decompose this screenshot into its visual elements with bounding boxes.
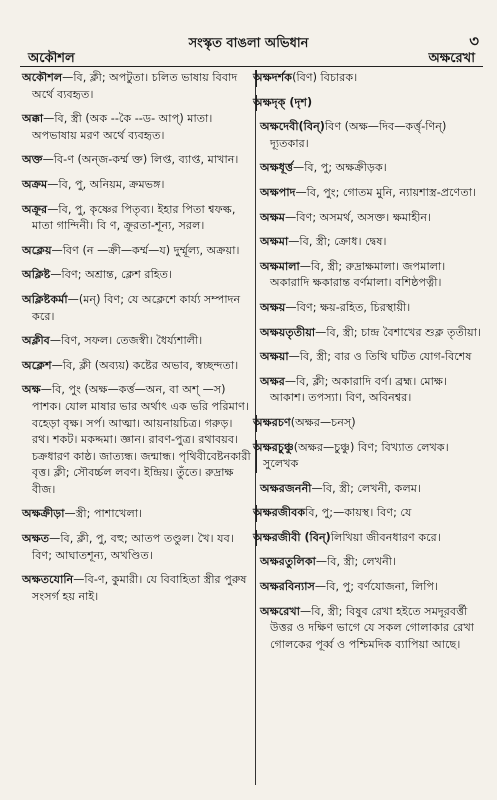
headword: অক্ষতযোনি — [22, 573, 74, 587]
dictionary-entry — [253, 440, 485, 473]
headword: অক্ষমালা — [260, 259, 300, 273]
dictionary-entry — [260, 374, 485, 407]
definition-text: —বি, স্ত্রী; ক্রোধ। দ্বেষ। — [288, 235, 387, 249]
definition-text: (অক্ষর—চুঞ্চু) বিণ; বিখ্যাত লেখক। সুলেখক — [263, 440, 449, 471]
headword: অক্ষদর্শক — [253, 71, 293, 84]
definition-text: —বি, পুং; গোতম মুনি, ন্যায়শাস্ত্র-প্রণেতা। — [295, 185, 477, 199]
headword: অক্ষরেখা — [260, 604, 300, 618]
page-number: ৩ — [469, 32, 479, 50]
dictionary-entry — [253, 530, 485, 547]
definition-text: —বিণ, সফল। তেজস্বী। ধৈর্য্যশালী। — [49, 334, 203, 348]
headword: অক্ষয়া — [260, 350, 289, 364]
headword: অক্লিষ্টকর্মা — [22, 292, 68, 306]
header-rule — [20, 66, 483, 67]
definition-text: —বিণ; অশ্রান্ত, ক্লেশ রহিত। — [50, 268, 173, 282]
headword: অক্রম — [22, 177, 48, 191]
dictionary-entry — [22, 152, 252, 169]
headword: অক্ষরজীবী (বিন্) — [253, 530, 331, 544]
definition-text: (অক্ষর—চনস্) — [290, 415, 356, 429]
definition-text: —স্ত্রী; পাশাখেলা। — [64, 507, 143, 521]
dictionary-entry — [253, 415, 485, 432]
dictionary-entry — [22, 111, 252, 144]
dictionary-entry — [260, 349, 485, 366]
definition-text: বিণ (অক্ষ—দিব—কর্ত্তৃ-ণিন্) দ্যূতকার। — [270, 120, 447, 150]
headword: অক্লীব — [22, 334, 50, 348]
definition-text: —বি, পু; অক্ষক্রীড়ক। — [293, 161, 387, 175]
definition-text: —বি, ক্লী (অব্যয়) কষ্টের অভাব, স্বচ্ছন্দতা। — [51, 358, 239, 372]
definition-text: —বি, পু; বর্ণযোজনা, লিপি। — [314, 580, 439, 594]
definition-text: —বিণ (ন —ক্রী—কর্ম্ম—য) দুর্ম্মূল্য, অক্রয়া। — [51, 243, 240, 257]
dictionary-entry — [22, 177, 252, 194]
headword: অক্ষরজননী — [260, 481, 312, 495]
headword: অক্ষপাদ — [260, 185, 296, 199]
headword: অক্ষক্রীড়া — [22, 507, 65, 521]
headword: অক্ষরবিন্যাস — [260, 580, 315, 594]
definition-text: বি, পু;—কায়স্থ। বিণ; যে — [305, 506, 412, 520]
dictionary-entry — [260, 259, 485, 292]
definition-text: লিখিয়া জীবনধারণ করে। — [330, 530, 441, 544]
headword: অক্ষধূর্ত্ত — [260, 161, 294, 175]
definition-text: —(মন্) বিণ; যে অক্লেশে কার্য্য সম্পাদন করে। — [32, 292, 241, 323]
headword: অক্কা — [22, 112, 44, 126]
definition-text: (বিণ) বিচারক। — [292, 71, 358, 84]
dictionary-entry — [22, 382, 252, 498]
dictionary-entry — [260, 481, 485, 498]
dictionary-entry — [22, 506, 252, 523]
definition-text: —বি, পুং (অক্ষ—কর্ত্ত—অন, বা অশ্ —স) পাশক। যোল মাষার ভার অর্থাৎ এক ভরি পরিমাণ। বহেড়া বৃক্ষ। সর্প। আত্মা। আয়নায়চিত্র। গরুড়। রথ। শকট। মকদ্দমা। জ্ঞান। রাবণ-পুত্র। রথাবয়ব। চক্রধারণ কাষ্ঠ। জাত্যন্ধ। জন্মান্ধ। পৃথিবীবেষ্টনকারী বৃত্ত। ক্লী; সৌবর্চ্চল লবণ। ইন্দ্রিয়। তুঁতে। রুদ্রাক্ষ বীজ। — [32, 383, 251, 496]
headword: অক্লিষ্ট — [22, 268, 51, 282]
definition-text: —বি, স্ত্রী; চান্দ্র বৈশাখের শুক্ল তৃতীয়া। — [315, 325, 481, 339]
left-column — [22, 70, 252, 613]
right-column — [253, 70, 485, 661]
headword: অক্ষরতুলিকা — [260, 555, 316, 569]
headword: অক্ষর — [260, 374, 285, 388]
dictionary-entry — [22, 243, 252, 260]
dictionary-entry — [22, 202, 252, 235]
dictionary-entry — [22, 70, 252, 103]
headword: অক্ষয় — [260, 300, 286, 314]
dictionary-entry — [22, 531, 252, 564]
headword: অক্ষ — [22, 383, 41, 397]
dictionary-entry — [22, 333, 252, 350]
definition-text: —বিণ; অসমর্থ, অসক্ত। ক্ষমাহীন। — [284, 210, 432, 224]
dictionary-entry — [253, 70, 485, 87]
definition-text: —বি, পু, কৃষ্ণের পিতৃব্য। ইহার পিতা শ্বফল্ক, মাতা গান্দিনী। বি ণ, ক্রূরতা-শূন্য, সরল। — [32, 202, 236, 233]
dictionary-entry — [22, 267, 252, 284]
definition-text: —বি, ক্লী, পু, বহু; আতপ তণ্ডুল। খৈ। যব। বিণ; আঘাতশূন্য, অখণ্ডিত। — [32, 532, 234, 562]
definition-text: —বি, ক্লী; অকারাদি বর্ণ। ব্রহ্ম। মোক্ষ। আকাশ। তপস্যা। বিণ, অবিনশ্বর। — [270, 374, 447, 405]
headword: অক্ষদৃক্ (দৃশ) — [253, 95, 313, 109]
page-title: সংস্কৃত বাঙলা অভিধান — [188, 36, 309, 51]
headword: অক্ষরচুঞ্চু — [253, 440, 294, 454]
dictionary-entry — [22, 358, 252, 375]
dictionary-entry — [260, 160, 485, 177]
headword: অকৌশল — [22, 71, 63, 84]
definition-text: —বি, স্ত্রী; বিষুব রেখা হইতে সমদূরবর্ত্তী উত্তর ও দক্ষিণ ভাগে যে সকল গোলাকার রেখা গোলকের পূর্ব্ব ও পশ্চিমদিক ব্যাপিয়া আছে। — [270, 604, 475, 651]
dictionary-entry — [260, 579, 485, 596]
headword: অক্ত — [22, 153, 43, 167]
headword: অক্ষরজীবক — [253, 506, 306, 520]
dictionary-entry — [253, 505, 485, 522]
headword: অক্ষদেবী(বিন্) — [260, 120, 325, 134]
page-header — [0, 0, 497, 66]
dictionary-entry — [260, 300, 485, 317]
definition-text: —বি, স্ত্রী; লেখনী, কলম। — [311, 481, 422, 495]
definition-text: —বিণ; ক্ষয়-রহিত, চিরস্থায়ী। — [285, 300, 411, 314]
definition-text: —বি, স্ত্রী; রুদ্রাক্ষমালা। জপমালা। অকারাদি ক্ষকারান্ত বর্ণমালা। বশিষ্ঠপত্নী। — [270, 259, 446, 290]
definition-text: —বি, ক্লী; অপটুতা। চলিত ভাষায় বিবাদ অর্থে ব্যবহৃত। — [32, 71, 238, 101]
guide-word-right: অক্ষরেখা — [428, 51, 475, 66]
headword: অক্ষয়তৃতীয়া — [260, 325, 316, 339]
definition-text: —বি, স্ত্রী (অক --কৈ --ড- আপ্) মাতা। অপভাষায় মরণ অর্থে ব্যবহৃত। — [32, 112, 213, 142]
guide-word-left: অকৌশল — [28, 51, 75, 66]
headword: অক্ষরচণ — [253, 415, 291, 429]
headword: অক্ষম — [260, 210, 285, 224]
dictionary-entry — [260, 234, 485, 251]
definition-text: —বি, স্ত্রী; বার ও তিথি ঘটিত যোগ-বিশেষ — [288, 350, 472, 364]
dictionary-entry — [22, 292, 252, 325]
dictionary-entry — [260, 185, 485, 202]
definition-text: —বি, স্ত্রী; লেখনী। — [315, 555, 396, 569]
headword: অক্লেশ — [22, 358, 52, 372]
dictionary-entry — [260, 604, 485, 654]
definition-text: —বি-ণ (অন্জ-কর্ম্ম ক্ত) লিপ্ত, ব্যাপ্ত, মাখান। — [42, 153, 239, 167]
dictionary-entry — [22, 572, 252, 605]
dictionary-entry — [260, 325, 485, 342]
dictionary-entry — [260, 210, 485, 227]
headword: অক্লেয় — [22, 243, 52, 257]
definition-text: —বি-ণ, কুমারী। যে বিবাহিতা স্ত্রীর পুরুষ সংসর্গ হয় নাই। — [32, 573, 247, 603]
headword: অক্ষমা — [260, 235, 289, 249]
dictionary-entry — [253, 95, 485, 112]
definition-text: —বি, পু, অনিয়ম, ক্রমভঙ্গ। — [47, 177, 165, 191]
headword: অক্রূর — [22, 202, 48, 216]
dictionary-entry — [260, 554, 485, 571]
dictionary-entry — [260, 119, 485, 152]
headword: অক্ষত — [22, 532, 50, 546]
